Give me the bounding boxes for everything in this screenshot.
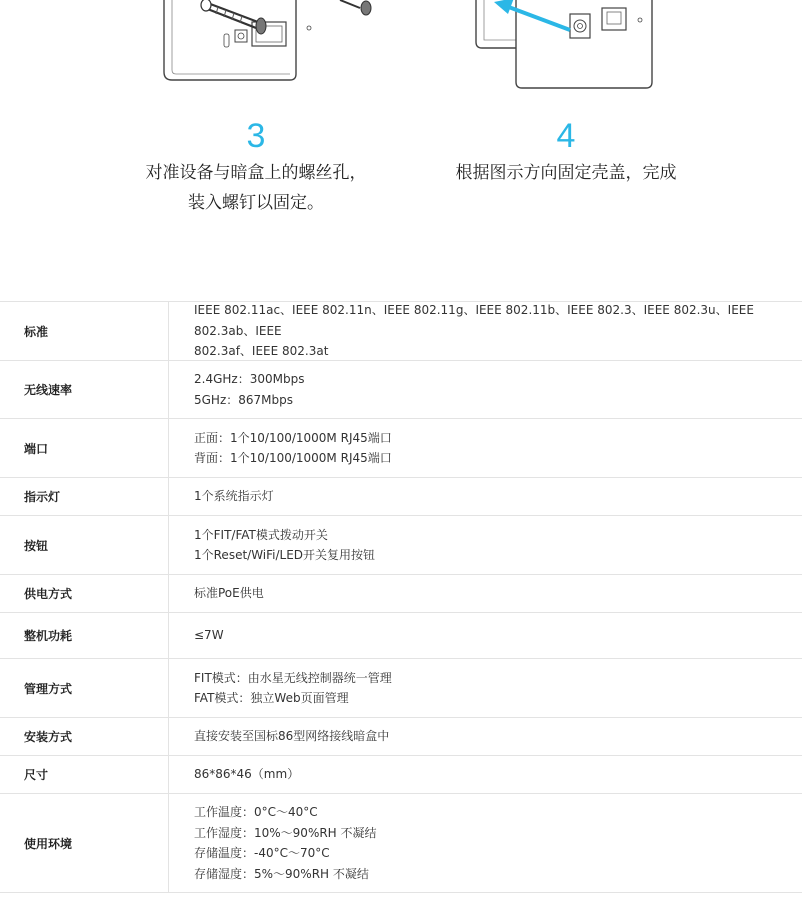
spec-row-wireless-rate bbox=[0, 361, 802, 419]
spec-value-line: 存储湿度：5%～90%RH 不凝结 bbox=[194, 866, 369, 881]
spec-value bbox=[169, 756, 802, 793]
spec-value-line: 1个系统指示灯 bbox=[194, 489, 274, 504]
spec-row-dimensions bbox=[0, 756, 802, 794]
spec-value bbox=[169, 718, 802, 755]
step-3 bbox=[126, 118, 386, 218]
spec-value-line: 正面：1个10/100/1000M RJ45端口 bbox=[194, 430, 392, 445]
spec-value-line: 1个Reset/WiFi/LED开关复用按钮 bbox=[194, 548, 376, 562]
spec-value-line: 直接安装至国标86型网络接线暗盒中 bbox=[194, 729, 390, 744]
spec-value-line: 802.3af、IEEE 802.3at bbox=[194, 344, 329, 359]
spec-key: 管理方式 bbox=[0, 659, 169, 717]
step-4 bbox=[436, 118, 696, 188]
step-3-text bbox=[126, 158, 386, 218]
install-steps bbox=[0, 0, 802, 300]
spec-value-line: 5GHz：867Mbps bbox=[194, 392, 294, 407]
step-3-line-1: 对准设备与暗盒上的螺丝孔， bbox=[145, 163, 367, 183]
spec-value-line: 标准PoE供电 bbox=[194, 586, 264, 601]
step-4-text bbox=[436, 158, 696, 188]
spec-table bbox=[0, 301, 802, 893]
step-3-illustration bbox=[150, 0, 380, 90]
spec-row-standard bbox=[0, 302, 802, 361]
spec-value-line: 工作温度：0°C～40°C bbox=[194, 805, 318, 819]
spec-value bbox=[169, 478, 802, 515]
spec-value-line: IEEE 802.11ac、IEEE 802.11n、IEEE 802.11g、IEEE 802.11b、IEEE 802.3、IEEE 802.3u、IEEE 802.3ab、IEEE bbox=[194, 303, 754, 338]
spec-value-line: 2.4GHz：300Mbps bbox=[194, 372, 305, 386]
spec-key: 使用环境 bbox=[0, 794, 169, 892]
spec-value-line: 工作湿度：10%～90%RH 不凝结 bbox=[194, 825, 377, 840]
spec-value-line: ≤7W bbox=[194, 628, 224, 643]
spec-value bbox=[169, 794, 802, 892]
spec-key: 安装方式 bbox=[0, 718, 169, 755]
spec-key: 标准 bbox=[0, 302, 169, 360]
spec-value bbox=[169, 575, 802, 612]
step-4-line-1: 根据图示方向固定壳盖，完成 bbox=[455, 163, 677, 183]
spec-value bbox=[169, 516, 802, 574]
spec-row-power-consumption bbox=[0, 613, 802, 659]
spec-key: 无线速率 bbox=[0, 361, 169, 418]
spec-value-line: FIT模式：由水星无线控制器统一管理 bbox=[194, 670, 392, 685]
spec-value-line: 背面：1个10/100/1000M RJ45端口 bbox=[194, 451, 392, 465]
spec-key: 尺寸 bbox=[0, 756, 169, 793]
spec-row-power-supply bbox=[0, 575, 802, 613]
spec-row-installation bbox=[0, 718, 802, 756]
spec-key: 指示灯 bbox=[0, 478, 169, 515]
step-4-number: 4 bbox=[556, 117, 576, 155]
spec-value-line: 存储温度：-40°C～70°C bbox=[194, 846, 330, 860]
spec-value-line: 86*86*46（mm） bbox=[194, 767, 300, 782]
spec-value-line: FAT模式：独立Web页面管理 bbox=[194, 691, 349, 705]
spec-key: 按钮 bbox=[0, 516, 169, 574]
spec-value bbox=[169, 659, 802, 717]
spec-value bbox=[169, 419, 802, 477]
spec-key: 供电方式 bbox=[0, 575, 169, 612]
spec-row-management bbox=[0, 659, 802, 718]
spec-key: 整机功耗 bbox=[0, 613, 169, 658]
spec-key: 端口 bbox=[0, 419, 169, 477]
spec-row-ports bbox=[0, 419, 802, 478]
spec-value-line: 1个FIT/FAT模式拨动开关 bbox=[194, 527, 328, 542]
step-4-illustration bbox=[470, 0, 670, 95]
step-3-line-2: 装入螺钉以固定。 bbox=[188, 193, 324, 213]
spec-row-indicator bbox=[0, 478, 802, 516]
spec-row-environment bbox=[0, 794, 802, 893]
spec-value bbox=[169, 361, 802, 418]
step-3-number: 3 bbox=[246, 117, 266, 155]
spec-row-buttons bbox=[0, 516, 802, 575]
spec-value bbox=[169, 613, 802, 658]
spec-value bbox=[169, 302, 802, 360]
